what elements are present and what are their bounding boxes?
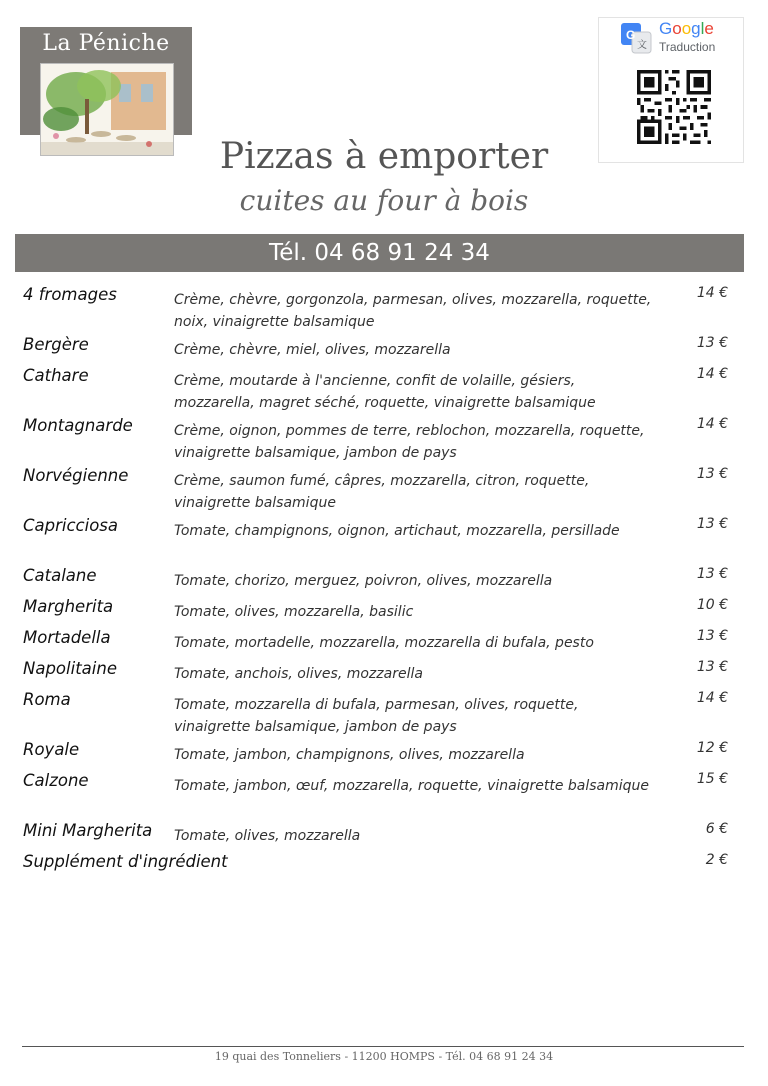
item-name: Margherita bbox=[23, 597, 114, 616]
item-price: 14 € bbox=[696, 366, 728, 382]
item-price: 6 € bbox=[705, 821, 728, 837]
google-brand: Google bbox=[659, 19, 714, 38]
item-description: Tomate, chorizo, merguez, poivron, olives, mozzarella bbox=[174, 573, 553, 589]
item-description: Tomate, jambon, œuf, mozzarella, roquette, vinaigrette balsamique bbox=[174, 778, 650, 794]
item-name: Norvégienne bbox=[23, 466, 129, 485]
item-description: Tomate, anchois, olives, mozzarella bbox=[174, 666, 423, 682]
item-name: Bergère bbox=[23, 335, 89, 354]
item-price: 12 € bbox=[696, 740, 728, 756]
item-description: Tomate, jambon, champignons, olives, mozzarella bbox=[174, 747, 525, 763]
item-price: 2 € bbox=[705, 852, 728, 868]
item-price: 13 € bbox=[696, 659, 728, 675]
google-translate-icon bbox=[621, 23, 653, 55]
item-description: Crème, saumon fumé, câpres, mozzarella, citron, roquette, vinaigrette balsamique bbox=[174, 473, 590, 511]
qr-code-icon bbox=[637, 70, 711, 144]
item-description: Crème, moutarde à l'ancienne, confit de volaille, gésiers, mozzarella, magret séché, roquette, vinaigrette balsamique bbox=[174, 373, 596, 411]
svg-text:G: G bbox=[626, 28, 636, 42]
page-subtitle: cuites au four à bois bbox=[239, 184, 529, 217]
item-description: Tomate, olives, mozzarella, basilic bbox=[174, 604, 414, 620]
item-description: Tomate, mozzarella di bufala, parmesan, olives, roquette, vinaigrette balsamique, jambon de pays bbox=[174, 697, 579, 735]
item-name: Royale bbox=[23, 740, 80, 759]
item-name: Mortadella bbox=[23, 628, 111, 647]
item-price: 13 € bbox=[696, 516, 728, 532]
item-price: 10 € bbox=[696, 597, 728, 613]
footer-address: 19 quai des Tonneliers - 11200 HOMPS - Tél. 04 68 91 24 34 bbox=[214, 1050, 554, 1063]
item-price: 13 € bbox=[696, 466, 728, 482]
item-description: Tomate, champignons, oignon, artichaut, mozzarella, persillade bbox=[174, 523, 620, 539]
item-price: 14 € bbox=[696, 285, 728, 301]
footer-divider bbox=[22, 1046, 744, 1047]
item-name: 4 fromages bbox=[23, 285, 117, 304]
logo-title: La Péniche bbox=[42, 31, 170, 56]
item-name: Capricciosa bbox=[23, 516, 119, 535]
item-name: Roma bbox=[23, 690, 71, 709]
item-description: Crème, chèvre, miel, olives, mozzarella bbox=[174, 342, 451, 358]
item-name: Mini Margherita bbox=[23, 821, 153, 840]
item-price: 13 € bbox=[696, 335, 728, 351]
translate-subtitle: Traduction bbox=[659, 40, 716, 54]
item-price: 14 € bbox=[696, 690, 728, 706]
item-description: Tomate, olives, mozzarella bbox=[174, 828, 361, 844]
item-name: Supplément d'ingrédient bbox=[23, 852, 228, 871]
item-price: 15 € bbox=[696, 771, 728, 787]
item-name: Calzone bbox=[23, 771, 89, 790]
item-description: Crème, chèvre, gorgonzola, parmesan, olives, mozzarella, roquette, noix, vinaigrette balsamique bbox=[174, 292, 652, 330]
item-name: Montagnarde bbox=[23, 416, 133, 435]
item-description: Tomate, mortadelle, mozzarella, mozzarella di bufala, pesto bbox=[174, 635, 594, 651]
item-price: 14 € bbox=[696, 416, 728, 432]
item-name: Cathare bbox=[23, 366, 89, 385]
item-description: Crème, oignon, pommes de terre, reblochon, mozzarella, roquette, vinaigrette balsamique, jambon de pays bbox=[174, 423, 645, 461]
page-title: Pizzas à emporter bbox=[219, 136, 549, 177]
item-price: 13 € bbox=[696, 566, 728, 582]
item-name: Catalane bbox=[23, 566, 97, 585]
item-name: Napolitaine bbox=[23, 659, 117, 678]
svg-text:文: 文 bbox=[637, 40, 647, 51]
item-price: 13 € bbox=[696, 628, 728, 644]
phone-banner: Tél. 04 68 91 24 34 bbox=[15, 234, 744, 272]
